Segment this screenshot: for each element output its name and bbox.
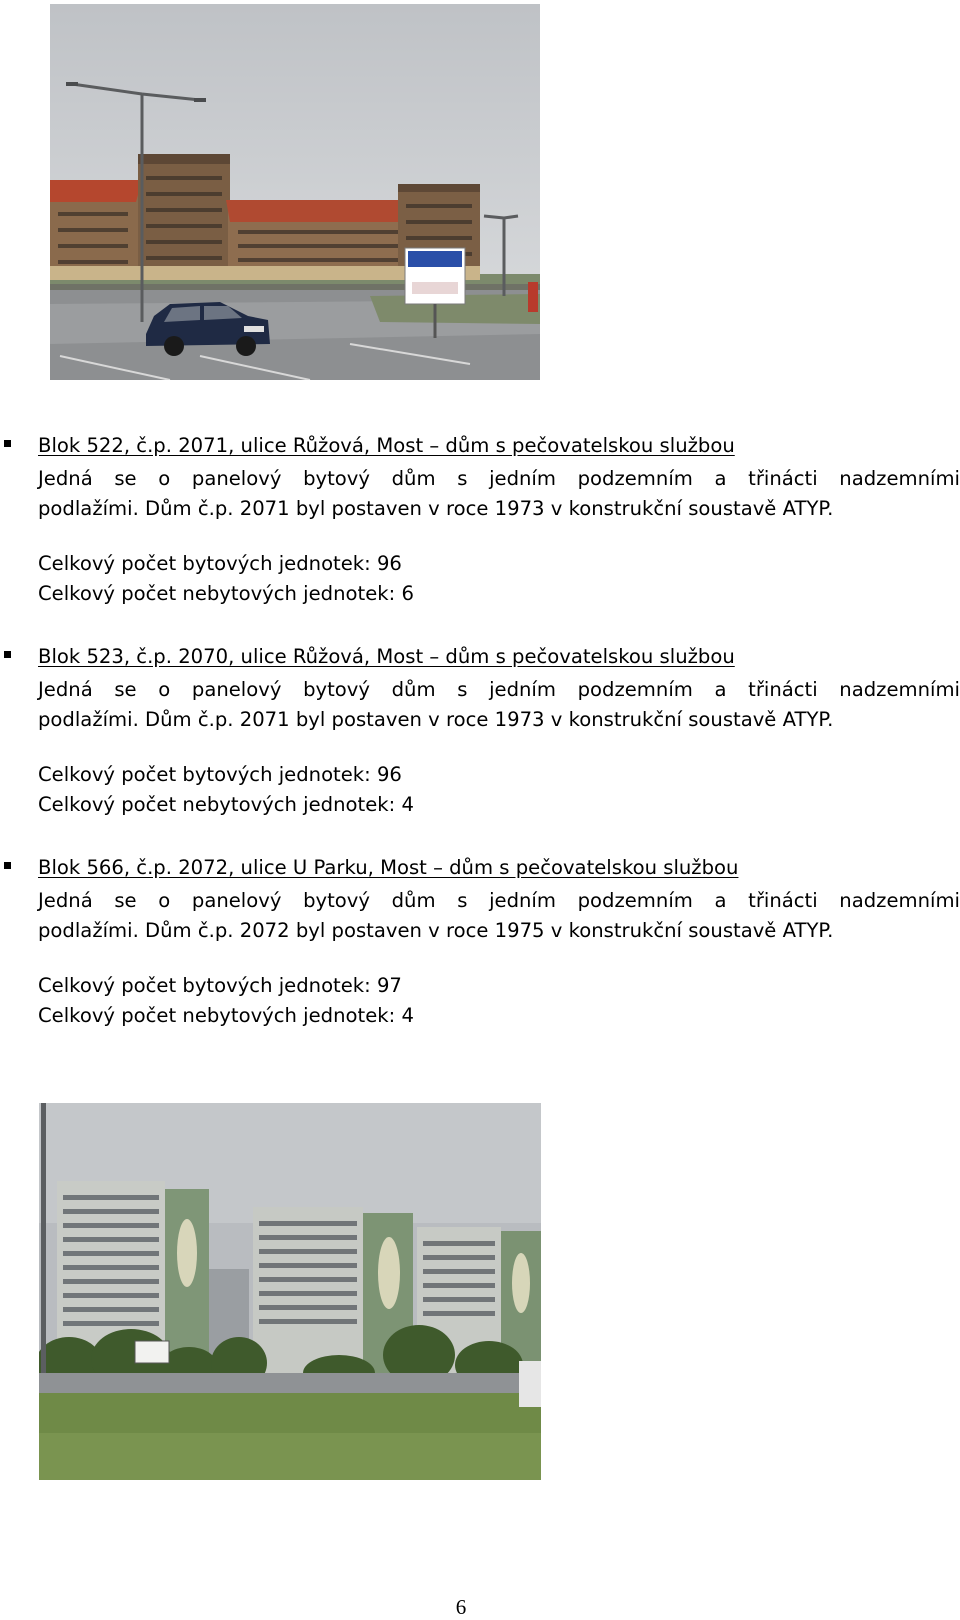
entry-title: Blok 566, č.p. 2072, ulice U Parku, Most – dům s pečovatelskou službou	[38, 856, 739, 879]
nonresidential-units-count: Celkový počet nebytových jednotek: 4	[38, 793, 414, 816]
nonresidential-units-count: Celkový počet nebytových jednotek: 6	[38, 582, 414, 605]
entry-description-line: podlažími. Dům č.p. 2071 byl postaven v roce 1973 v konstrukční soustavě ATYP.	[38, 497, 834, 520]
entry-title: Blok 522, č.p. 2071, ulice Růžová, Most – dům s pečovatelskou službou	[38, 434, 735, 457]
residential-units-count: Celkový počet bytových jednotek: 96	[38, 763, 402, 786]
bullet-icon	[4, 651, 11, 658]
page-number: 6	[455, 1595, 467, 1619]
entry-description-line: podlažími. Dům č.p. 2071 byl postaven v roce 1973 v konstrukční soustavě ATYP.	[38, 708, 834, 731]
building-photo	[50, 4, 540, 380]
entry-description-line: Jedná se o panelový bytový dům s jedním podzemním a třinácti nadzemními	[38, 889, 960, 912]
entry-description-line: podlažími. Dům č.p. 2072 byl postaven v roce 1975 v konstrukční soustavě ATYP.	[38, 919, 834, 942]
bullet-icon	[4, 862, 11, 869]
bullet-icon	[4, 440, 11, 447]
residential-units-count: Celkový počet bytových jednotek: 96	[38, 552, 402, 575]
entry-description-line: Jedná se o panelový bytový dům s jedním podzemním a třinácti nadzemními	[38, 678, 960, 701]
entry-title: Blok 523, č.p. 2070, ulice Růžová, Most – dům s pečovatelskou službou	[38, 645, 735, 668]
nonresidential-units-count: Celkový počet nebytových jednotek: 4	[38, 1004, 414, 1027]
entry-description-line: Jedná se o panelový bytový dům s jedním podzemním a třinácti nadzemními	[38, 467, 960, 490]
residential-units-count: Celkový počet bytových jednotek: 97	[38, 974, 402, 997]
panel-buildings-photo	[39, 1103, 541, 1480]
